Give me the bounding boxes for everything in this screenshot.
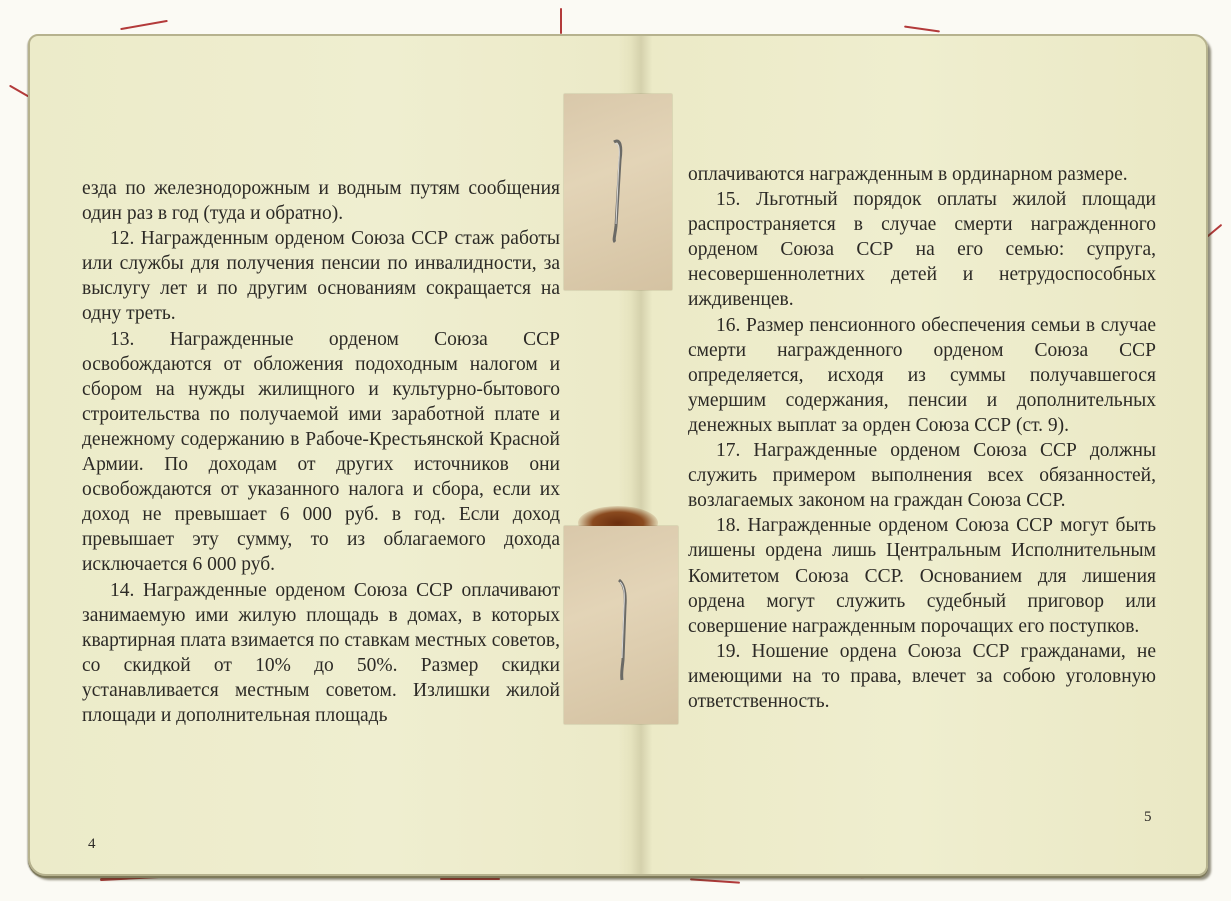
paragraph-14: 14. Награжденные орденом Союза ССР оплачивают занимаемую ими жилую площадь в домах, в которых квартирная плата взимается по ставкам местных советов, со скидкой от 10% до 50%. Размер скидки устанавливается местным советом. Излишки жилой площади и дополнительная площадь [82, 579, 560, 726]
staple-icon [616, 576, 630, 686]
open-booklet [28, 34, 1208, 876]
page-number-right: 5 [1144, 809, 1152, 825]
right-page [688, 162, 1156, 714]
red-thread [560, 8, 562, 34]
red-thread [440, 878, 500, 880]
left-page [82, 176, 560, 728]
staple-icon [610, 136, 624, 246]
paragraph-16: 16. Размер пенсионного обеспечения семьи в случае смерти награжденного орденом Союза ССР определяется, исходя из суммы получавшегося умершим содержания, пенсии и дополнительных денежных выплат за орден Союза ССР (ст. 9). [688, 314, 1156, 436]
paragraph-19: 19. Ношение ордена Союза ССР гражданами, не имеющими на то права, влечет за собою уголовную ответственность. [688, 640, 1156, 712]
paragraph-13: 13. Награжденные орденом Союза ССР освобождаются от обложения подоходным налогом и сбором на нужды жилищного и культурно-бытового строительства по получаемой ими заработной плате и денежному содержанию в Рабоче-Крестьянской Красной Армии. По доходам от других источников они освобождаются от указанного налога и сбора, если их доход не превышает 6 000 руб. в год. Если доход превышает эту сумму, то из облагаемого дохода исключается 6 000 руб. [82, 328, 560, 576]
red-thread [1206, 224, 1223, 238]
paper-tape-top [564, 94, 672, 290]
paragraph-15: 15. Льготный порядок оплаты жилой площади распространяется в случае смерти награжденного орденом Союза ССР на его семью: супруга, несовершеннолетних детей и нетрудоспособных иждивенцев. [688, 189, 1156, 311]
page-number-left: 4 [88, 836, 96, 852]
red-thread [690, 878, 740, 883]
paragraph: езда по железнодорожным и водным путям сообщения один раз в год (туда и обратно). [82, 178, 560, 225]
paragraph: оплачиваются награжденным в ординарном размере. [688, 164, 1128, 185]
paragraph-17: 17. Награжденные орденом Союза ССР должны служить примером выполнения всех обязанностей, возлагаемых законом на граждан Союза ССР. [688, 440, 1156, 512]
red-thread [904, 26, 940, 33]
red-thread [9, 85, 29, 98]
paragraph-12: 12. Награжденным орденом Союза ССР стаж работы или службы для получения пенсии по инвалидности, за выслугу лет и по другим основаниям сокращается на одну треть. [82, 228, 560, 325]
red-thread [120, 20, 168, 30]
paragraph-18: 18. Награжденные орденом Союза ССР могут быть лишены ордена лишь Центральным Исполнительным Комитетом Союза ССР. Основанием для лишения ордена могут служить судебный приговор или совершение награжденным порочащих его поступков. [688, 515, 1156, 637]
paper-tape-bottom [564, 526, 678, 724]
